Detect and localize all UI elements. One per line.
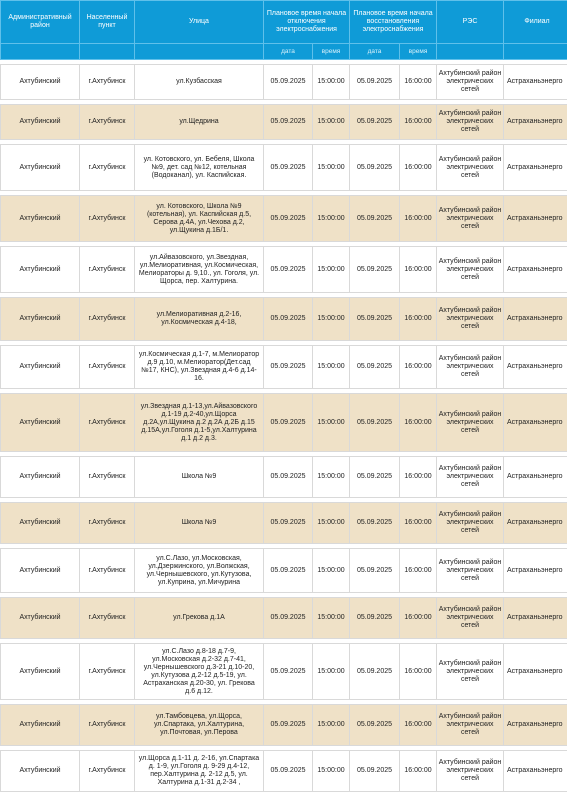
header-street[interactable]: Улица (135, 1, 264, 44)
cell-district: Ахтубинский (1, 145, 80, 191)
cell-locality: г.Ахтубинск (80, 346, 135, 389)
cell-branch: Астраханьэнерго (504, 503, 567, 544)
cell-district: Ахтубинский (1, 394, 80, 452)
table-row[interactable] (1, 457, 567, 498)
cell-district: Ахтубинский (1, 503, 80, 544)
table-row[interactable] (1, 751, 567, 792)
cell-on-time: 16:00:00 (400, 751, 437, 792)
cell-res: Ахтубинский район электрических сетей (437, 751, 504, 792)
cell-branch: Астраханьэнерго (504, 549, 567, 593)
cell-street: ул.Айвазовского, ул.Звездная, ул.Мелиоративная, ул.Космическая, Мелиораторы д. 9,10., ул. Гоголя, ул. Щорса, пер. Халтурина. (135, 247, 264, 293)
cell-district: Ахтубинский (1, 105, 80, 140)
cell-res: Ахтубинский район электрических сетей (437, 644, 504, 700)
cell-on-date: 05.09.2025 (350, 751, 400, 792)
table-row[interactable] (1, 346, 567, 389)
table-header (1, 1, 567, 60)
cell-locality: г.Ахтубинск (80, 394, 135, 452)
subheader-empty (1, 44, 80, 60)
cell-on-date: 05.09.2025 (350, 298, 400, 341)
cell-street: Школа №9 (135, 503, 264, 544)
table-row[interactable] (1, 65, 567, 100)
header-res[interactable]: РЭС (437, 1, 504, 44)
cell-locality: г.Ахтубинск (80, 247, 135, 293)
cell-off-time: 15:00:00 (313, 247, 350, 293)
cell-on-date: 05.09.2025 (350, 705, 400, 746)
header-planned-off[interactable]: Плановое время начала отключения электроснабжения (264, 1, 350, 44)
table-row[interactable] (1, 644, 567, 700)
cell-off-time: 15:00:00 (313, 65, 350, 100)
cell-res: Ахтубинский район электрических сетей (437, 65, 504, 100)
cell-branch: Астраханьэнерго (504, 644, 567, 700)
cell-res: Ахтубинский район электрических сетей (437, 145, 504, 191)
cell-district: Ахтубинский (1, 196, 80, 242)
cell-off-date: 05.09.2025 (264, 145, 313, 191)
cell-street: ул.Кузбасская (135, 65, 264, 100)
cell-locality: г.Ахтубинск (80, 196, 135, 242)
subheader-empty (135, 44, 264, 60)
cell-on-date: 05.09.2025 (350, 145, 400, 191)
cell-off-time: 15:00:00 (313, 751, 350, 792)
cell-on-date: 05.09.2025 (350, 105, 400, 140)
cell-on-date: 05.09.2025 (350, 346, 400, 389)
cell-street: ул. Котовского, ул. Бебеля, Школа №9, дет. сад №12, котельная (Водоканал), ул. Каспийская. (135, 145, 264, 191)
cell-district: Ахтубинский (1, 598, 80, 639)
cell-res: Ахтубинский район электрических сетей (437, 346, 504, 389)
cell-locality: г.Ахтубинск (80, 598, 135, 639)
cell-street: ул.Грекова д.1А (135, 598, 264, 639)
cell-off-date: 05.09.2025 (264, 598, 313, 639)
cell-street: ул.Космическая д.1-7, м.Мелиоратор д.9 д.10, м.Мелиоратор(Дет.сад №17, КНС), ул.Звездная д.4-6 д.14-16. (135, 346, 264, 389)
cell-on-date: 05.09.2025 (350, 196, 400, 242)
cell-branch: Астраханьэнерго (504, 751, 567, 792)
table-row[interactable] (1, 705, 567, 746)
table-body (1, 60, 567, 792)
subheader-off-date: дата (264, 44, 313, 60)
cell-on-date: 05.09.2025 (350, 549, 400, 593)
cell-locality: г.Ахтубинск (80, 503, 135, 544)
cell-res: Ахтубинский район электрических сетей (437, 196, 504, 242)
table-row[interactable] (1, 145, 567, 191)
cell-on-time: 16:00:00 (400, 549, 437, 593)
cell-locality: г.Ахтубинск (80, 65, 135, 100)
cell-on-time: 16:00:00 (400, 346, 437, 389)
cell-street: ул.Мелиоративная д.2-16, ул.Космическая д.4-18, (135, 298, 264, 341)
cell-street: ул. Котовского, Школа №9 (котельная), ул. Каспийская д.5, Серова д.4А, ул.Чехова д.2, ул.Щукина д.1Б/1. (135, 196, 264, 242)
cell-off-time: 15:00:00 (313, 394, 350, 452)
header-district[interactable]: Административный район (1, 1, 80, 44)
header-planned-on[interactable]: Плановое время начала восстановления электроснабжения (350, 1, 437, 44)
cell-on-time: 16:00:00 (400, 247, 437, 293)
cell-locality: г.Ахтубинск (80, 145, 135, 191)
cell-on-date: 05.09.2025 (350, 598, 400, 639)
cell-on-time: 16:00:00 (400, 105, 437, 140)
cell-off-time: 15:00:00 (313, 598, 350, 639)
cell-res: Ахтубинский район электрических сетей (437, 549, 504, 593)
cell-on-time: 16:00:00 (400, 394, 437, 452)
table-row[interactable] (1, 598, 567, 639)
cell-branch: Астраханьэнерго (504, 105, 567, 140)
cell-district: Ахтубинский (1, 346, 80, 389)
cell-off-time: 15:00:00 (313, 298, 350, 341)
cell-branch: Астраханьэнерго (504, 145, 567, 191)
cell-district: Ахтубинский (1, 549, 80, 593)
cell-on-time: 16:00:00 (400, 457, 437, 498)
table-row[interactable] (1, 105, 567, 140)
cell-off-date: 05.09.2025 (264, 346, 313, 389)
subheader-empty (80, 44, 135, 60)
cell-off-time: 15:00:00 (313, 346, 350, 389)
table-row[interactable] (1, 394, 567, 452)
cell-off-date: 05.09.2025 (264, 644, 313, 700)
cell-locality: г.Ахтубинск (80, 705, 135, 746)
cell-street: ул.Щедрина (135, 105, 264, 140)
cell-res: Ахтубинский район электрических сетей (437, 247, 504, 293)
cell-branch: Астраханьэнерго (504, 247, 567, 293)
cell-off-date: 05.09.2025 (264, 751, 313, 792)
cell-locality: г.Ахтубинск (80, 105, 135, 140)
cell-street: ул.Звездная д.1-13,ул.Айвазовского д.1-19 д.2-40,ул.Щорса д.2А,ул.Щукина д.2 д.2А д.2Б д.15 д.15А,ул.Гоголя д.1-5,ул.Халтурина д.1 д.2 д.3. (135, 394, 264, 452)
cell-on-time: 16:00:00 (400, 705, 437, 746)
subheader-empty (437, 44, 504, 60)
cell-branch: Астраханьэнерго (504, 394, 567, 452)
cell-street: ул.С.Лазо, ул.Московская, ул.Дзержинского, ул.Волжская, ул.Чернышевского, ул.Кутузова, ул.Куприна, ул.Мичурина (135, 549, 264, 593)
cell-off-date: 05.09.2025 (264, 394, 313, 452)
cell-district: Ахтубинский (1, 751, 80, 792)
cell-on-date: 05.09.2025 (350, 65, 400, 100)
cell-street: ул.Тамбовцева, ул.Щорса, ул.Спартака, ул.Халтурина, ул.Почтовая, ул.Перова (135, 705, 264, 746)
cell-district: Ахтубинский (1, 298, 80, 341)
cell-off-date: 05.09.2025 (264, 196, 313, 242)
table-row[interactable] (1, 503, 567, 544)
cell-district: Ахтубинский (1, 247, 80, 293)
cell-off-time: 15:00:00 (313, 705, 350, 746)
cell-district: Ахтубинский (1, 705, 80, 746)
cell-district: Ахтубинский (1, 644, 80, 700)
cell-off-date: 05.09.2025 (264, 457, 313, 498)
cell-locality: г.Ахтубинск (80, 549, 135, 593)
cell-off-time: 15:00:00 (313, 549, 350, 593)
cell-off-date: 05.09.2025 (264, 503, 313, 544)
cell-on-time: 16:00:00 (400, 298, 437, 341)
cell-locality: г.Ахтубинск (80, 457, 135, 498)
cell-res: Ахтубинский район электрических сетей (437, 298, 504, 341)
cell-off-time: 15:00:00 (313, 145, 350, 191)
header-branch[interactable]: Филиал (504, 1, 567, 44)
cell-off-time: 15:00:00 (313, 644, 350, 700)
cell-locality: г.Ахтубинск (80, 298, 135, 341)
cell-res: Ахтубинский район электрических сетей (437, 394, 504, 452)
cell-res: Ахтубинский район электрических сетей (437, 105, 504, 140)
cell-branch: Астраханьэнерго (504, 457, 567, 498)
table-row[interactable] (1, 196, 567, 242)
cell-on-date: 05.09.2025 (350, 394, 400, 452)
cell-street: ул.Щорса д.1-11 д. 2-16, ул.Спартака д. 1-9, ул.Гоголя д. 9-29 д.4-12, пер.Халтурина д. 2-12 д.5, ул. Халтурина д.1-31 д.2-34 , (135, 751, 264, 792)
cell-branch: Астраханьэнерго (504, 196, 567, 242)
cell-on-time: 16:00:00 (400, 644, 437, 700)
subheader-on-date: дата (350, 44, 400, 60)
table-row[interactable] (1, 298, 567, 341)
cell-district: Ахтубинский (1, 457, 80, 498)
cell-res: Ахтубинский район электрических сетей (437, 503, 504, 544)
cell-on-date: 05.09.2025 (350, 644, 400, 700)
cell-branch: Астраханьэнерго (504, 598, 567, 639)
cell-on-date: 05.09.2025 (350, 457, 400, 498)
cell-off-time: 15:00:00 (313, 457, 350, 498)
cell-on-date: 05.09.2025 (350, 503, 400, 544)
cell-off-date: 05.09.2025 (264, 65, 313, 100)
table-row[interactable] (1, 549, 567, 593)
cell-off-date: 05.09.2025 (264, 705, 313, 746)
subheader-empty (504, 44, 567, 60)
subheader-off-time: время (313, 44, 350, 60)
header-locality[interactable]: Населенный пункт (80, 1, 135, 44)
cell-locality: г.Ахтубинск (80, 751, 135, 792)
cell-street: Школа №9 (135, 457, 264, 498)
cell-on-time: 16:00:00 (400, 196, 437, 242)
cell-on-time: 16:00:00 (400, 598, 437, 639)
cell-off-date: 05.09.2025 (264, 105, 313, 140)
cell-off-date: 05.09.2025 (264, 298, 313, 341)
cell-on-time: 16:00:00 (400, 145, 437, 191)
cell-locality: г.Ахтубинск (80, 644, 135, 700)
cell-on-time: 16:00:00 (400, 65, 437, 100)
cell-street: ул.С.Лазо д.8-18 д.7-9, ул.Московская д.2-32 д.7-41, ул.Чернышевского д.3-21 д.10-20, ул.Кутузова д.2-12 д.5-19, ул. Астраханская д.20-30, ул. Грекова д.6 д.12. (135, 644, 264, 700)
cell-off-time: 15:00:00 (313, 503, 350, 544)
subheader-on-time: время (400, 44, 437, 60)
cell-district: Ахтубинский (1, 65, 80, 100)
cell-on-date: 05.09.2025 (350, 247, 400, 293)
cell-res: Ахтубинский район электрических сетей (437, 705, 504, 746)
cell-on-time: 16:00:00 (400, 503, 437, 544)
cell-branch: Астраханьэнерго (504, 298, 567, 341)
cell-off-time: 15:00:00 (313, 196, 350, 242)
cell-off-date: 05.09.2025 (264, 247, 313, 293)
cell-off-date: 05.09.2025 (264, 549, 313, 593)
cell-res: Ахтубинский район электрических сетей (437, 457, 504, 498)
cell-branch: Астраханьэнерго (504, 65, 567, 100)
table-row[interactable] (1, 247, 567, 293)
cell-res: Ахтубинский район электрических сетей (437, 598, 504, 639)
cell-branch: Астраханьэнерго (504, 346, 567, 389)
cell-branch: Астраханьэнерго (504, 705, 567, 746)
cell-off-time: 15:00:00 (313, 105, 350, 140)
